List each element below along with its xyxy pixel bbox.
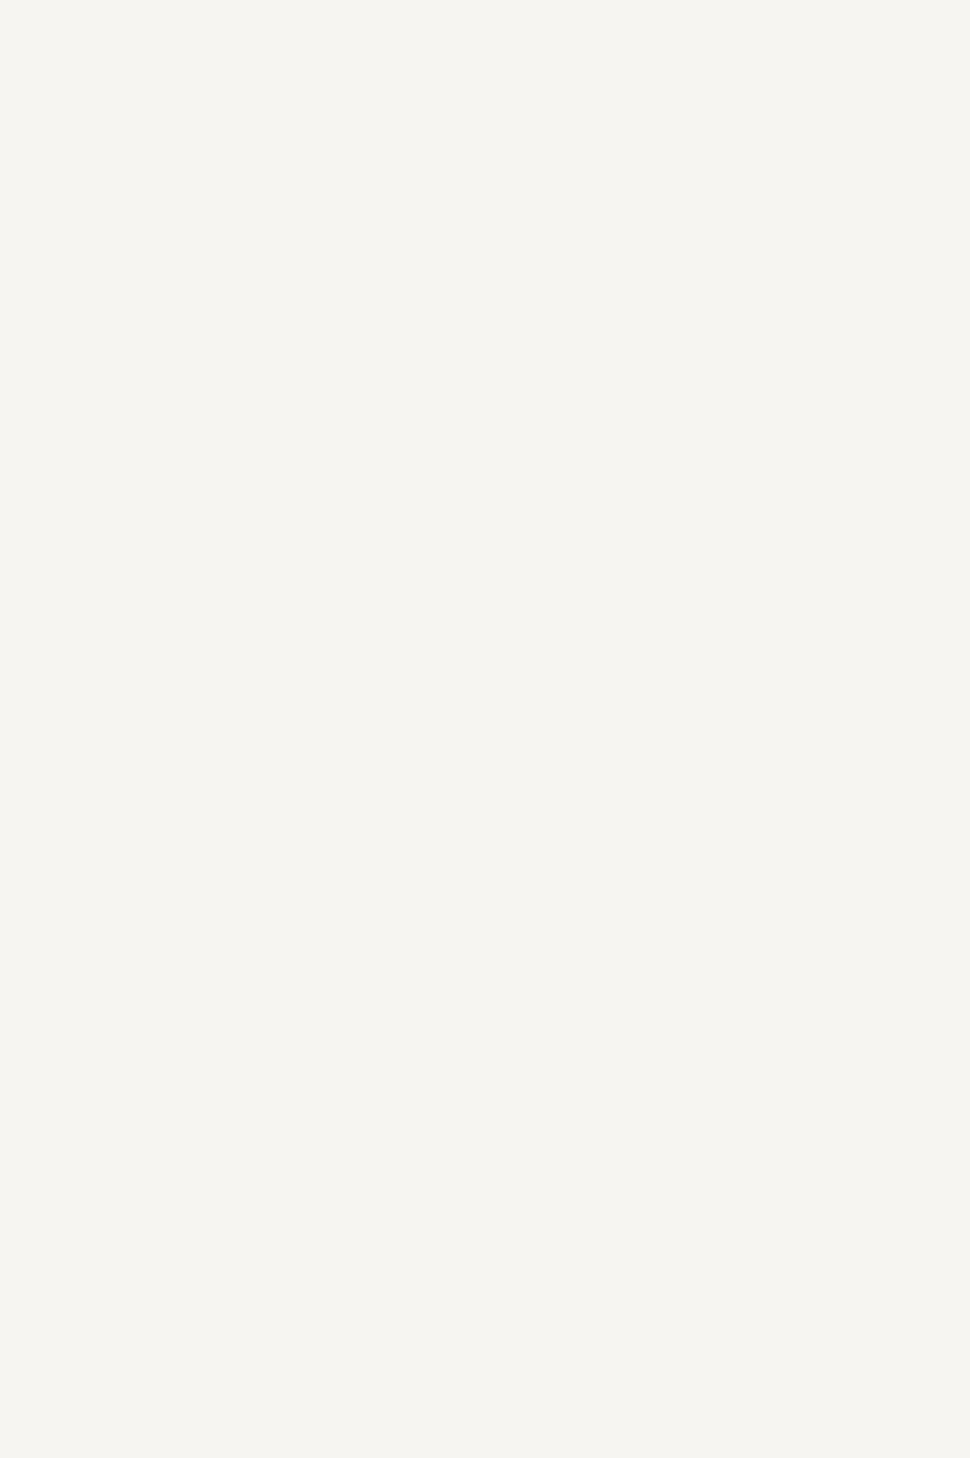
spiral-binding xyxy=(910,0,970,1458)
